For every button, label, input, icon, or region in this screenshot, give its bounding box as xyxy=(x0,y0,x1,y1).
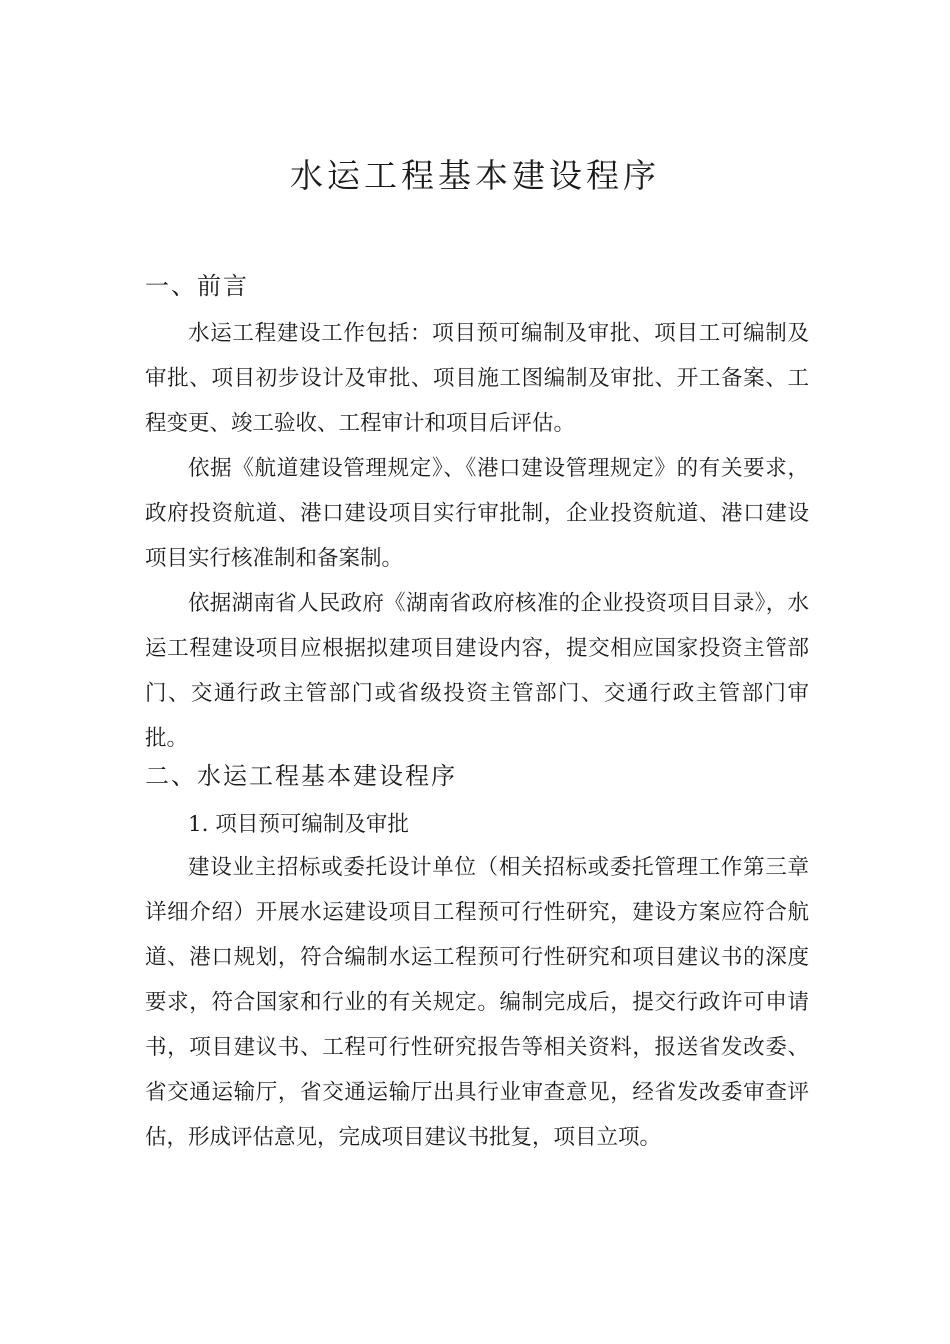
paragraph: 依据湖南省人民政府《湖南省政府核准的企业投资项目目录》，水运工程建设项目应根据拟建项目建设内容，提交相应国家投资主管部门、交通行政主管部门或省级投资主管部门、交通行政主管部门审批。 xyxy=(145,591,809,751)
paragraph: 水运工程建设工作包括：项目预可编制及审批、项目工可编制及审批、项目初步设计及审批、项目施工图编制及审批、开工备案、工程变更、竣工验收、工程审计和项目后评估。 xyxy=(145,321,809,436)
paragraph: 依据《航道建设管理规定》、《港口建设管理规定》的有关要求，政府投资航道、港口建设项目实行审批制，企业投资航道、港口建设项目实行核准制和备案制。 xyxy=(145,456,809,571)
document-title: 水运工程基本建设程序 xyxy=(290,156,660,195)
paragraph: 建设业主招标或委托设计单位（相关招标或委托管理工作第三章详细介绍）开展水运建设项目工程预可行性研究，建设方案应符合航道、港口规划，符合编制水运工程预可行性研究和项目建议书的深度要求，符合国家和行业的有关规定。编制完成后，提交行政许可申请书，项目建议书、工程可行性研究报告等相关资料，报送省发改委、省交通运输厅，省交通运输厅出具行业审查意见，经省发改委审查评估，形成评估意见，完成项目建议书批复，项目立项。 xyxy=(145,855,809,1150)
procedure-body xyxy=(145,845,809,1160)
preface-body xyxy=(145,311,809,761)
section-heading-procedure: 二、水运工程基本建设程序 xyxy=(145,762,457,790)
section-heading-preface: 一、前言 xyxy=(145,272,249,300)
subsection-heading: 1. 项目预可编制及审批 xyxy=(188,812,409,837)
